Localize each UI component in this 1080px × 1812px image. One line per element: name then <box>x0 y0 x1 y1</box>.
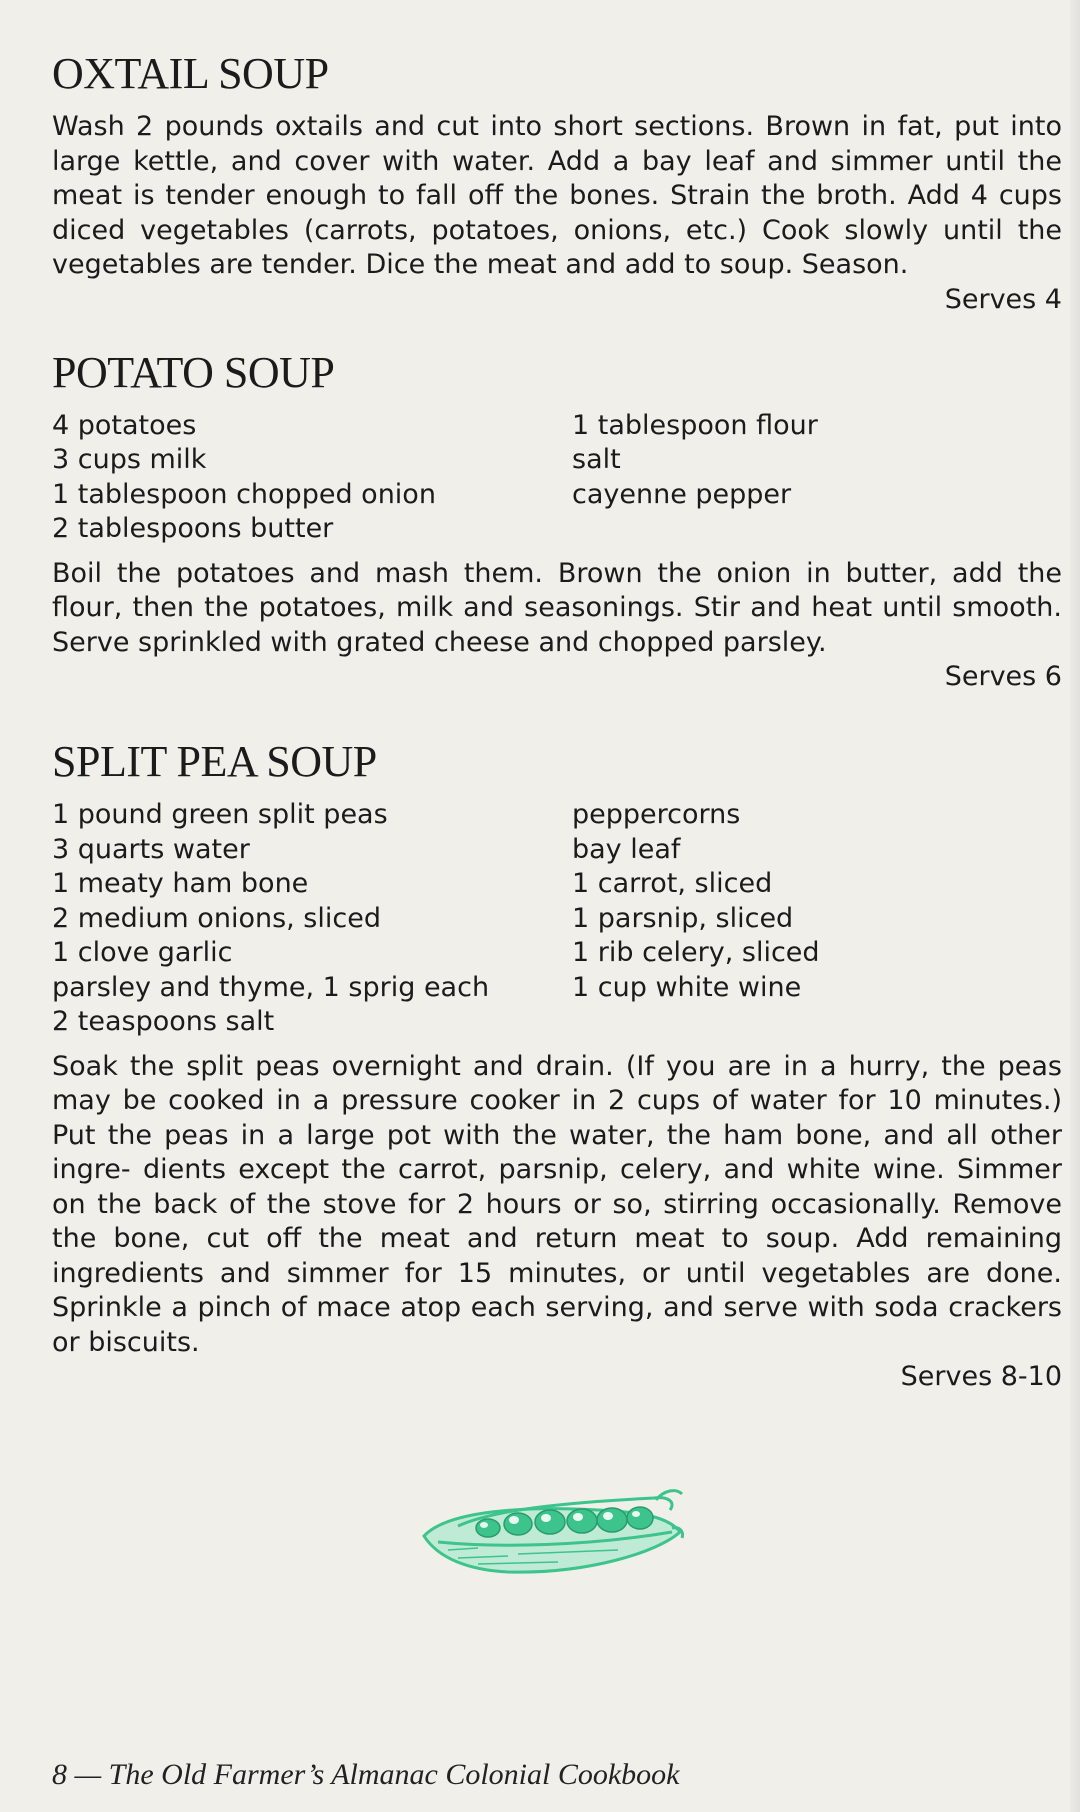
ingredients-list <box>52 409 1062 547</box>
page-edge <box>1070 0 1080 1812</box>
ingredient-item: 1 cup white wine <box>572 971 802 1003</box>
instruction-line: bone, cut off the meat and return meat to soup. Add remaining ingredients <box>52 1223 1062 1289</box>
ingredient-item: salt <box>572 444 621 475</box>
recipe-instructions <box>52 1050 1062 1361</box>
serves-label: Serves 8-10 <box>900 1361 1062 1392</box>
ingredients-list <box>52 798 1062 1040</box>
ingredient-item: 3 cups milk <box>52 444 207 475</box>
ingredient-item: 1 carrot, sliced <box>572 868 773 899</box>
recipe-title: POTATO SOUP <box>52 347 335 397</box>
ingredient-item: 1 tablespoon chopped onion <box>52 478 436 510</box>
instruction-line: Boil the potatoes and mash them. Brown the onion in butter, add the flour, <box>52 557 1062 623</box>
ingredient-item: 4 potatoes <box>52 409 197 441</box>
ingredient-item: peppercorns <box>572 799 741 830</box>
page-content <box>52 48 1062 1394</box>
pea-pod-icon <box>418 1488 686 1584</box>
ingredient-item: cayenne pepper <box>572 478 792 510</box>
instruction-line: back of the stove for 2 hours or so, stirring occasionally. Remove the <box>52 1188 1062 1254</box>
recipe-instructions <box>52 557 1062 661</box>
instruction-line: and simmer for 15 minutes, or until vegetables are done. Sprinkle a pinch <box>52 1257 1062 1323</box>
recipe-potato-soup <box>52 347 1062 695</box>
ingredients-column-left <box>52 798 572 1040</box>
ingredients-column-left <box>52 409 572 547</box>
ingredient-item: 1 pound green split peas <box>52 799 388 830</box>
ingredient-item: 1 parsnip, sliced <box>572 902 794 934</box>
instruction-line: meat is tender enough to fall off the bones. Strain the broth. Add 4 cups <box>52 180 1062 211</box>
instruction-line: the peas in a large pot with the water, the ham bone, and all other ingre- <box>52 1119 1063 1185</box>
ingredient-item: parsley and thyme, 1 sprig each <box>52 971 490 1003</box>
ingredient-item: 2 tablespoons butter <box>52 513 334 544</box>
recipe-title: SPLIT PEA SOUP <box>52 737 377 786</box>
ingredient-item: 1 clove garlic <box>52 937 233 968</box>
recipe-title: OXTAIL SOUP <box>52 49 329 98</box>
ingredient-item: 1 meaty ham bone <box>52 868 309 899</box>
recipe-split-pea-soup <box>52 736 1062 1394</box>
instruction-line: then the potatoes, milk and seasonings. Stir and heat until smooth. Serve <box>52 592 1062 658</box>
instruction-line: diced vegetables (carrots, potatoes, onions, etc.) Cook slowly until the <box>52 214 1062 246</box>
serves-label: Serves 4 <box>944 283 1062 315</box>
instruction-line: Wash 2 pounds oxtails and cut into short sections. Brown in fat, put into <box>52 111 1062 142</box>
recipe-oxtail-soup <box>52 48 1062 317</box>
instruction-line: sprinkled with grated cheese and chopped parsley. <box>138 626 827 658</box>
ingredient-item: bay leaf <box>572 833 681 865</box>
instruction-line: vegetables are tender. Dice the meat and add to soup. Season. <box>52 249 909 280</box>
instruction-line: may be cooked in a pressure cooker in 2 cups of water for 10 minutes.) Put <box>52 1085 1062 1151</box>
page-footer: 8 — The Old Farmer’s Almanac Colonial Cookbook <box>52 1758 680 1791</box>
instruction-line: Soak the split peas overnight and drain. (If you are in a hurry, the peas <box>52 1050 1062 1082</box>
instruction-line: large kettle, and cover with water. Add a bay leaf and simmer until the <box>52 145 1062 177</box>
instruction-line: dients except the carrot, parsnip, celery, and white wine. Simmer on the <box>52 1154 1062 1220</box>
instruction-line: of mace atop each serving, and serve with soda crackers or biscuits. <box>52 1292 1062 1358</box>
ingredient-item: 2 teaspoons salt <box>52 1006 275 1037</box>
ingredient-item: 3 quarts water <box>52 833 250 865</box>
ingredient-item: 2 medium onions, sliced <box>52 902 381 934</box>
recipe-instructions <box>52 110 1062 283</box>
ingredient-item: 1 rib celery, sliced <box>572 937 820 968</box>
serves-label: Serves 6 <box>944 661 1062 692</box>
ingredients-column-right <box>572 409 818 547</box>
ingredient-item: 1 tablespoon flour <box>572 409 818 441</box>
ingredients-column-right <box>572 798 820 1040</box>
